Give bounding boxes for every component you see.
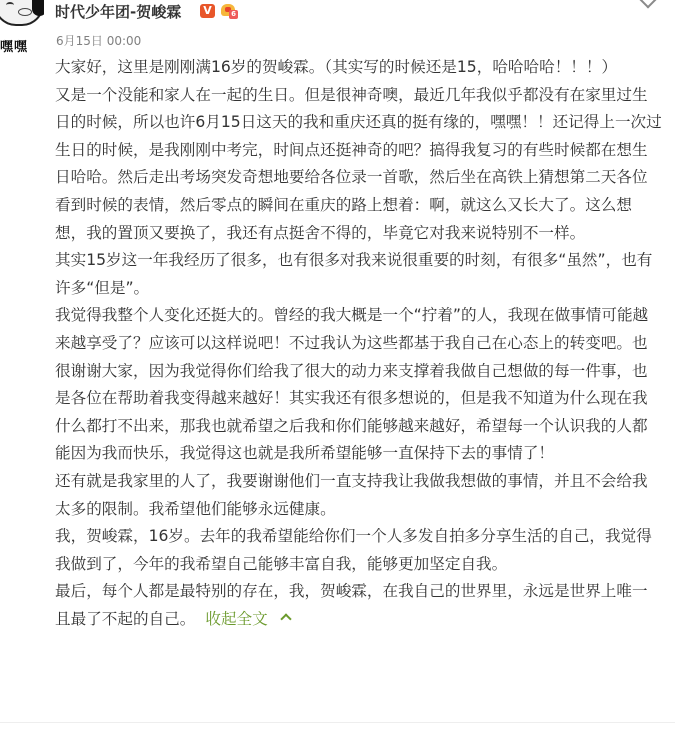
avatar-ear-image [32, 0, 44, 16]
paragraph-7: 最后，每个人都是最特别的存在，我，贺峻霖，在我自己的世界里，永远是世界上唯一且最了不起的自己。 [55, 582, 648, 628]
divider [0, 722, 675, 723]
paragraph-2: 又是一个没能和家人在一起的生日。但是很神奇噢，最近几年我似乎都没有在家里过生日的时候，所以也许6月15日这天的我和重庆还真的挺有缘的，嘿嘿！！还记得上一次过生日的时候，是我刚刚中考完，时间点还挺神奇的吧？搞得我复习的有些时候都在想生日哈哈。然后走出考场突发奇想地要给各位录一首歌，然后坐在高铁上猜想第二天各位看到时候的表情，然后零点的瞬间在重庆的路上想着：啊，就这么又长大了。这么想想，我的置顶又要换了，我还有点挺舍不得的，毕竟它对我来说特别不一样。 [55, 85, 662, 242]
paragraph-7-wrapper [55, 578, 663, 633]
paragraph-4: 我觉得我整个人变化还挺大的。曾经的我大概是一个“拧着”的人，我现在做事情可能越来越享受了？应该可以这样说吧！不过我认为这些都基于我自己在心态上的转变吧。也很谢谢大家，因为我觉得你们给我了很大的动力来支撑着我做自己想做的每一件事，也是各位在帮助着我变得越来越好！其实我还有很多想说的，但是我不知道为什么现在我什么都打不出来，那我也就希望之后我和你们能够越来越好，希望每一个认识我的人都能因为我而快乐，我觉得这也就是我所希望能够一直保持下去的事情了！ [55, 306, 649, 463]
collapse-full-text-button[interactable] [205, 610, 289, 628]
avatar-caption: 嘿嘿 [0, 40, 29, 55]
collapse-label: 收起全文 [205, 609, 268, 628]
verified-badge-icon[interactable]: V [200, 4, 215, 18]
paragraph-5: 还有就是我家里的人了，我要谢谢他们一直支持我让我做我想做的事情，并且不会给我太多的限制。我希望他们能够永远健康。 [55, 471, 648, 518]
paragraph-3: 其实15岁这一年我经历了很多，也有很多对我来说很重要的时刻，有很多“虽然”，也有许多“但是”。 [55, 251, 653, 297]
author-name-link[interactable]: 时代少年团-贺峻霖 [55, 3, 182, 21]
member-level-badge: 6 [229, 10, 238, 19]
chevron-down-icon[interactable] [640, 0, 657, 8]
post-timestamp-link[interactable]: 6月15日 00:00 [56, 34, 142, 48]
avatar[interactable] [0, 0, 44, 38]
paragraph-6: 我，贺峻霖，16岁。去年的我希望能给你们一个人多发自拍多分享生活的自己，我觉得我做到了，今年的我希望自己能够丰富自我，能够更加坚定自我。 [55, 527, 652, 573]
chevron-up-icon [280, 613, 291, 624]
paragraph-1: 大家好，这里是刚刚满16岁的贺峻霖。（其实写的时候还是15，哈哈哈哈！！！） [55, 58, 618, 76]
member-crown-icon[interactable] [221, 2, 239, 20]
post-body [55, 54, 663, 633]
